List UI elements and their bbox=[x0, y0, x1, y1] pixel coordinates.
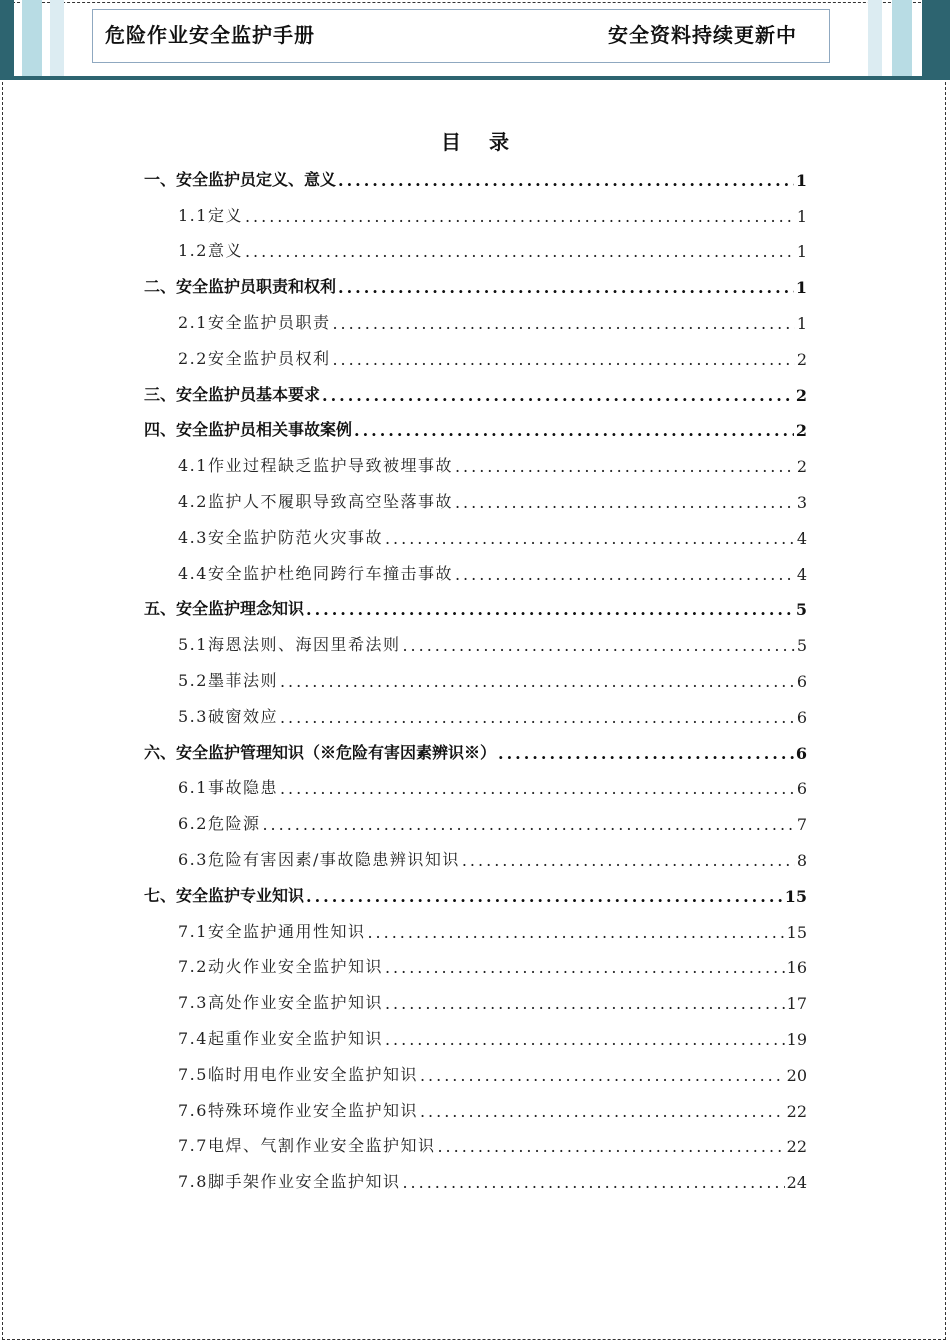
toc-entry-label: 7.8脚手架作业安全监护知识 bbox=[178, 1172, 401, 1192]
toc-section-entry[interactable] bbox=[144, 267, 807, 303]
toc-section-entry[interactable] bbox=[144, 876, 807, 912]
toc-entry-label: 7.1安全监护通用性知识 bbox=[178, 921, 366, 941]
toc-page-number: 1 bbox=[796, 313, 807, 333]
toc-page-number: 2 bbox=[795, 385, 807, 405]
toc-entry-label: 三、安全监护员基本要求 bbox=[144, 384, 321, 404]
toc-subentry[interactable] bbox=[144, 1055, 807, 1091]
toc-leader-dots bbox=[338, 278, 794, 297]
toc-entry-label: 6.1事故隐患 bbox=[178, 778, 278, 798]
page-header bbox=[0, 0, 950, 80]
toc-leader-dots bbox=[306, 600, 794, 619]
toc-page-number: 20 bbox=[786, 1065, 807, 1085]
document-title: 危险作业安全监护手册 bbox=[105, 23, 315, 47]
toc-leader-dots bbox=[280, 708, 795, 727]
toc-subentry[interactable] bbox=[144, 482, 807, 518]
toc-subentry[interactable] bbox=[144, 339, 807, 375]
toc-subentry[interactable] bbox=[144, 1127, 807, 1163]
toc-leader-dots bbox=[262, 815, 794, 834]
toc-entry-label: 4.3安全监护防范火灾事故 bbox=[178, 527, 383, 547]
toc-page-number: 2 bbox=[796, 349, 807, 369]
toc-page-number: 4 bbox=[796, 564, 807, 584]
toc-leader-dots bbox=[402, 1173, 784, 1192]
toc-page-number: 6 bbox=[795, 743, 807, 763]
toc-page-number: 4 bbox=[796, 528, 807, 548]
toc-entry-label: 七、安全监护专业知识 bbox=[144, 885, 305, 905]
toc-subentry[interactable] bbox=[144, 983, 807, 1019]
toc-subentry[interactable] bbox=[144, 1019, 807, 1055]
toc-subentry[interactable] bbox=[144, 697, 807, 733]
toc-page-number: 17 bbox=[786, 994, 807, 1014]
toc-entry-label: 六、安全监护管理知识（※危险有害因素辨识※） bbox=[144, 742, 497, 762]
toc-leader-dots bbox=[420, 1066, 785, 1085]
header-stripe bbox=[868, 0, 882, 76]
toc-leader-dots bbox=[437, 1137, 784, 1156]
toc-leader-dots bbox=[420, 1102, 785, 1121]
toc-subentry[interactable] bbox=[144, 804, 807, 840]
update-note: 安全资料持续更新中 bbox=[608, 23, 797, 47]
header-stripe bbox=[922, 0, 950, 76]
toc-leader-dots bbox=[338, 171, 794, 190]
toc-leader-dots bbox=[498, 744, 794, 763]
toc-page-number: 16 bbox=[786, 958, 807, 978]
toc-leader-dots bbox=[280, 779, 795, 798]
toc-leader-dots bbox=[332, 314, 794, 333]
toc-subentry[interactable] bbox=[144, 625, 807, 661]
toc-section-entry[interactable] bbox=[144, 375, 807, 411]
toc-page-number: 15 bbox=[784, 886, 807, 906]
toc-section-entry[interactable] bbox=[144, 411, 807, 447]
toc-leader-dots bbox=[462, 851, 795, 870]
toc-entry-label: 6.3危险有害因素/事故隐患辨识知识 bbox=[178, 849, 460, 869]
toc-entry-label: 二、安全监护员职责和权利 bbox=[144, 277, 337, 297]
toc-entry-label: 5.2墨菲法则 bbox=[178, 670, 278, 690]
toc-subentry[interactable] bbox=[144, 1162, 807, 1198]
toc-page-number: 2 bbox=[795, 421, 807, 441]
toc-title: 目录 bbox=[441, 130, 537, 154]
toc-page-number: 1 bbox=[795, 278, 807, 298]
toc-entry-label: 6.2危险源 bbox=[178, 814, 261, 834]
toc-entry-label: 5.1海恩法则、海因里希法则 bbox=[178, 635, 401, 655]
toc-entry-label: 四、安全监护员相关事故案例 bbox=[144, 420, 353, 440]
header-stripe bbox=[0, 0, 14, 76]
toc-entry-label: 7.2动火作业安全监护知识 bbox=[178, 957, 383, 977]
toc-page-number: 1 bbox=[795, 170, 807, 190]
toc-leader-dots bbox=[322, 386, 794, 405]
toc-entry-label: 2.2安全监护员权利 bbox=[178, 348, 331, 368]
toc-entry-label: 4.1作业过程缺乏监护导致被埋事故 bbox=[178, 456, 453, 476]
toc-subentry[interactable] bbox=[144, 196, 807, 232]
toc-entry-label: 7.6特殊环境作业安全监护知识 bbox=[178, 1100, 418, 1120]
toc-page-number: 6 bbox=[796, 707, 807, 727]
toc-entry-label: 1.2意义 bbox=[178, 241, 243, 261]
header-stripe bbox=[50, 0, 64, 76]
toc-entry-label: 7.3高处作业安全监护知识 bbox=[178, 993, 383, 1013]
toc-subentry[interactable] bbox=[144, 303, 807, 339]
toc-leader-dots bbox=[306, 887, 783, 906]
toc-leader-dots bbox=[354, 421, 794, 440]
toc-page-number: 15 bbox=[786, 922, 807, 942]
toc-page-number: 6 bbox=[796, 779, 807, 799]
toc-subentry[interactable] bbox=[144, 1091, 807, 1127]
toc-page-number: 3 bbox=[796, 492, 807, 512]
toc-page-number: 5 bbox=[795, 600, 807, 620]
table-of-contents bbox=[144, 160, 807, 1198]
toc-subentry[interactable] bbox=[144, 769, 807, 805]
toc-entry-label: 7.4起重作业安全监护知识 bbox=[178, 1028, 383, 1048]
toc-entry-label: 7.5临时用电作业安全监护知识 bbox=[178, 1064, 418, 1084]
toc-leader-dots bbox=[280, 672, 795, 691]
toc-leader-dots bbox=[455, 457, 795, 476]
toc-section-entry[interactable] bbox=[144, 733, 807, 769]
toc-entry-label: 五、安全监护理念知识 bbox=[144, 599, 305, 619]
header-rule bbox=[0, 76, 950, 80]
toc-subentry[interactable] bbox=[144, 948, 807, 984]
toc-page-number: 22 bbox=[786, 1137, 807, 1157]
toc-leader-dots bbox=[455, 493, 795, 512]
toc-page-number: 7 bbox=[796, 815, 807, 835]
toc-page-number: 1 bbox=[796, 242, 807, 262]
toc-leader-dots bbox=[367, 923, 784, 942]
toc-page-number: 5 bbox=[796, 636, 807, 656]
toc-page-number: 2 bbox=[796, 457, 807, 477]
toc-entry-label: 一、安全监护员定义、意义 bbox=[144, 169, 337, 189]
toc-entry-label: 4.4安全监护杜绝同跨行车撞击事故 bbox=[178, 563, 453, 583]
toc-section-entry[interactable] bbox=[144, 160, 807, 196]
toc-section-entry[interactable] bbox=[144, 590, 807, 626]
toc-subentry[interactable] bbox=[144, 232, 807, 268]
toc-leader-dots bbox=[245, 207, 795, 226]
toc-page-number: 24 bbox=[786, 1173, 807, 1193]
toc-subentry[interactable] bbox=[144, 912, 807, 948]
toc-subentry[interactable] bbox=[144, 661, 807, 697]
toc-leader-dots bbox=[402, 636, 794, 655]
toc-leader-dots bbox=[332, 350, 794, 369]
toc-entry-label: 1.1定义 bbox=[178, 205, 243, 225]
toc-page-number: 6 bbox=[796, 671, 807, 691]
header-box bbox=[92, 9, 830, 63]
toc-leader-dots bbox=[455, 565, 795, 584]
toc-leader-dots bbox=[385, 1030, 785, 1049]
toc-subentry[interactable] bbox=[144, 840, 807, 876]
toc-entry-label: 2.1安全监护员职责 bbox=[178, 312, 331, 332]
toc-leader-dots bbox=[385, 958, 785, 977]
toc-subentry[interactable] bbox=[144, 518, 807, 554]
header-stripe bbox=[892, 0, 912, 76]
toc-entry-label: 5.3破窗效应 bbox=[178, 706, 278, 726]
toc-subentry[interactable] bbox=[144, 554, 807, 590]
toc-page-number: 8 bbox=[796, 850, 807, 870]
toc-page-number: 19 bbox=[786, 1029, 807, 1049]
toc-subentry[interactable] bbox=[144, 446, 807, 482]
toc-leader-dots bbox=[385, 994, 785, 1013]
toc-page-number: 1 bbox=[796, 206, 807, 226]
toc-entry-label: 7.7电焊、气割作业安全监护知识 bbox=[178, 1136, 436, 1156]
toc-entry-label: 4.2监护人不履职导致高空坠落事故 bbox=[178, 491, 453, 511]
toc-leader-dots bbox=[245, 242, 795, 261]
toc-page-number: 22 bbox=[786, 1101, 807, 1121]
toc-leader-dots bbox=[385, 529, 795, 548]
header-stripe bbox=[22, 0, 42, 76]
